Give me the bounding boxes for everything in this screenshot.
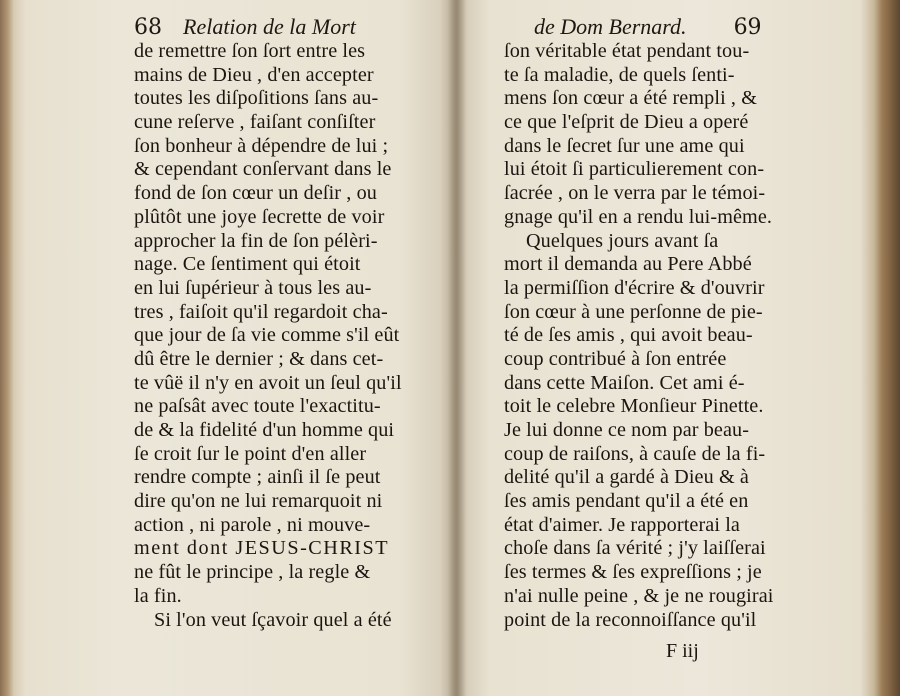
right-running-title: de Dom Bernard. (534, 14, 687, 39)
text-line: choſe dans ſa vérité ; j'y laiſſerai (504, 537, 766, 560)
text-line: rendre compte ; ainſi il ſe peut (134, 466, 381, 489)
book-gutter (448, 0, 466, 696)
text-line: ſacrée , on le verra par le témoi- (504, 182, 766, 205)
text-line: toutes les diſpoſitions ſans au- (134, 87, 379, 110)
text-line: ne fût le principe , la regle & (134, 561, 371, 584)
text-line: action , ni parole , ni mouve- (134, 513, 371, 536)
text-line: que jour de ſa vie comme s'il eût (134, 324, 400, 347)
text-line: ſes amis pendant qu'il a été en (504, 490, 749, 513)
text-line: mains de Dieu , d'en accepter (134, 63, 374, 86)
text-line: toit le celebre Monſieur Pinette. (504, 395, 764, 418)
text-line: mens ſon cœur a été rempli , & (504, 87, 758, 110)
text-line: la fin. (134, 584, 182, 607)
text-line: en lui ſupérieur à tous les au- (134, 276, 372, 299)
text-line: ſes termes & ſes expreſſions ; je (504, 561, 762, 584)
left-page (100, 0, 440, 696)
text-line: coup de raiſons, à cauſe de la fi- (504, 442, 766, 465)
left-running-head (134, 14, 356, 40)
text-line: & cependant conſervant dans le (134, 158, 392, 181)
text-line: coup contribué à ſon entrée (504, 347, 727, 370)
text-line: dans cette Maiſon. Cet ami é- (504, 371, 745, 394)
text-line: te ſa maladie, de quels ſenti- (504, 63, 735, 86)
text-line: plûtôt une joye ſecrette de voir (134, 205, 385, 228)
text-line: Quelques jours avant ſa (526, 229, 719, 252)
text-line: ſon cœur à une perſonne de pie- (504, 300, 763, 323)
text-line: dire qu'on ne lui remarquoit ni (134, 490, 383, 513)
text-line: ſe croit ſur le point d'en aller (134, 442, 367, 465)
text-line: ment dont JESUS-CHRIST (134, 537, 390, 560)
text-line: Si l'on veut ſçavoir quel a été (154, 608, 392, 631)
text-line: Je lui donne ce nom par beau- (504, 419, 750, 441)
text-line: té de ſes amis , qui avoit beau- (504, 324, 753, 347)
text-line: la permiſſion d'écrire & d'ouvrir (504, 276, 765, 299)
left-page-number: 68 (134, 15, 162, 40)
text-line: gnage qu'il en a rendu lui-même. (504, 205, 773, 228)
text-line: ne paſsât avec toute l'exactitu- (134, 395, 381, 418)
text-line: te vûë il n'y en avoit un ſeul qu'il (134, 371, 402, 394)
text-line: de & la fidelité d'un homme qui (134, 419, 395, 441)
left-running-title: Relation de la Mort (183, 14, 356, 39)
text-line: delité qu'il a gardé à Dieu & à (504, 466, 749, 489)
right-page-number: 69 (733, 15, 762, 40)
text-line: ſon véritable état pendant tou- (504, 40, 750, 62)
left-text-block (134, 40, 402, 632)
text-line: approcher la fin de ſon pélèri- (134, 229, 378, 252)
text-line: dans le ſecret ſur une ame qui (504, 134, 745, 157)
text-line: lui étoit ſi particulierement con- (504, 158, 765, 181)
right-text-block (504, 40, 774, 632)
text-line: état d'aimer. Je rapporterai la (504, 513, 740, 536)
text-line: mort il demanda au Pere Abbé (504, 253, 752, 276)
signature-mark: F iij (666, 640, 699, 662)
text-line: cune reſerve , faiſant conſiſter (134, 111, 376, 134)
right-running-head (534, 14, 762, 40)
text-line: dû être le dernier ; & dans cet- (134, 347, 384, 370)
text-line: fond de ſon cœur un deſir , ou (134, 182, 377, 205)
text-line: n'ai nulle peine , & je ne rougirai (504, 584, 774, 607)
text-line: point de la reconnoiſſance qu'il (504, 608, 757, 631)
right-page (496, 0, 806, 696)
text-line: ce que l'eſprit de Dieu a operé (504, 111, 749, 134)
text-line: tres , faiſoit qu'il regardoit cha- (134, 300, 388, 323)
text-line: ſon bonheur à dépendre de lui ; (134, 134, 389, 157)
text-line: de remettre ſon ſort entre les (134, 40, 366, 62)
text-line: nage. Ce ſentiment qui étoit (134, 253, 361, 276)
